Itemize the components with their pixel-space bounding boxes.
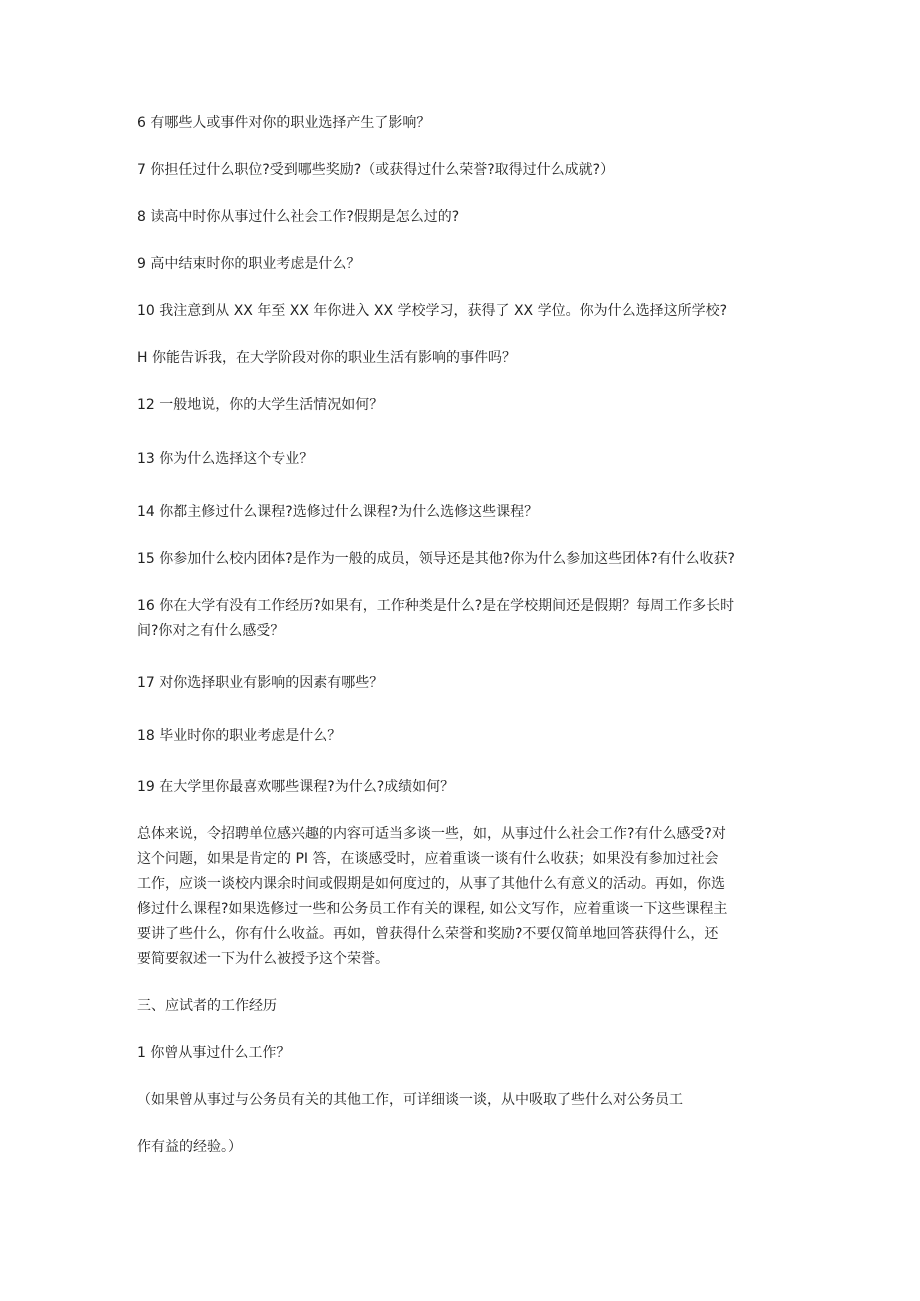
summary-line-2: 这个问题，如果是肯定的 PI 答，在谈感受时，应着重谈一谈有什么收获；如果没有参加过社会: [137, 851, 719, 867]
summary-line-4: 修过什么课程?如果选修过一些和公务员工作有关的课程, 如公文写作，应着重谈一下这些课程主: [137, 901, 728, 917]
question-18: 18 毕业时你的职业考虑是什么？: [137, 728, 342, 744]
question-8: 8 读高中时你从事过什么社会工作?假期是怎么过的?: [137, 209, 460, 225]
work-question-1: 1 你曾从事过什么工作？: [137, 1045, 291, 1061]
question-9: 9 高中结束时你的职业考虑是什么？: [137, 256, 361, 272]
summary-line-5: 要讲了些什么，你有什么收益。再如，曾获得什么荣誉和奖励?不要仅简单地回答获得什么，还: [137, 926, 719, 942]
question-16-line-1: 16 你在大学有没有工作经历?如果有，工作种类是什么?是在学校期间还是假期？每周工作多长时: [137, 598, 735, 614]
summary-line-3: 工作，应谈一谈校内课余时间或假期是如何度过的，从事了其他什么有意义的活动。再如，你选: [137, 876, 725, 892]
question-11: H 你能告诉我，在大学阶段对你的职业生活有影响的事件吗？: [137, 350, 516, 366]
work-note-line-2: 作有益的经验。）: [137, 1139, 242, 1155]
question-13: 13 你为什么选择这个专业？: [137, 451, 314, 467]
question-10: 10 我注意到从 XX 年至 XX 年你进入 XX 学校学习，获得了 XX 学位。你为什么选择这所学校?: [137, 303, 728, 319]
work-note-line-1: （如果曾从事过与公务员有关的其他工作，可详细谈一谈，从中吸取了些什么对公务员工: [137, 1092, 683, 1108]
question-16-line-2: 间?你对之有什么感受？: [137, 623, 285, 639]
question-17: 17 对你选择职业有影响的因素有哪些？: [137, 675, 384, 691]
summary-line-1: 总体来说，令招聘单位感兴趣的内容可适当多谈一些，如，从事过什么社会工作?有什么感受?对: [137, 826, 726, 842]
question-15: 15 你参加什么校内团体?是作为一般的成员，领导还是其他?你为什么参加这些团体?有什么收获?: [137, 551, 735, 567]
section-heading: 三、应试者的工作经历: [137, 998, 277, 1014]
question-7: 7 你担任过什么职位?受到哪些奖励?（或获得过什么荣誉?取得过什么成就?）: [137, 162, 615, 178]
question-12: 12 一般地说，你的大学生活情况如何？: [137, 397, 384, 413]
question-6: 6 有哪些人或事件对你的职业选择产生了影响？: [137, 115, 431, 131]
question-14: 14 你都主修过什么课程?选修过什么课程?为什么选修这些课程？: [137, 504, 539, 520]
question-19: 19 在大学里你最喜欢哪些课程?为什么?成绩如何？: [137, 779, 455, 795]
summary-line-6: 要简要叙述一下为什么被授予这个荣誉。: [137, 951, 389, 967]
